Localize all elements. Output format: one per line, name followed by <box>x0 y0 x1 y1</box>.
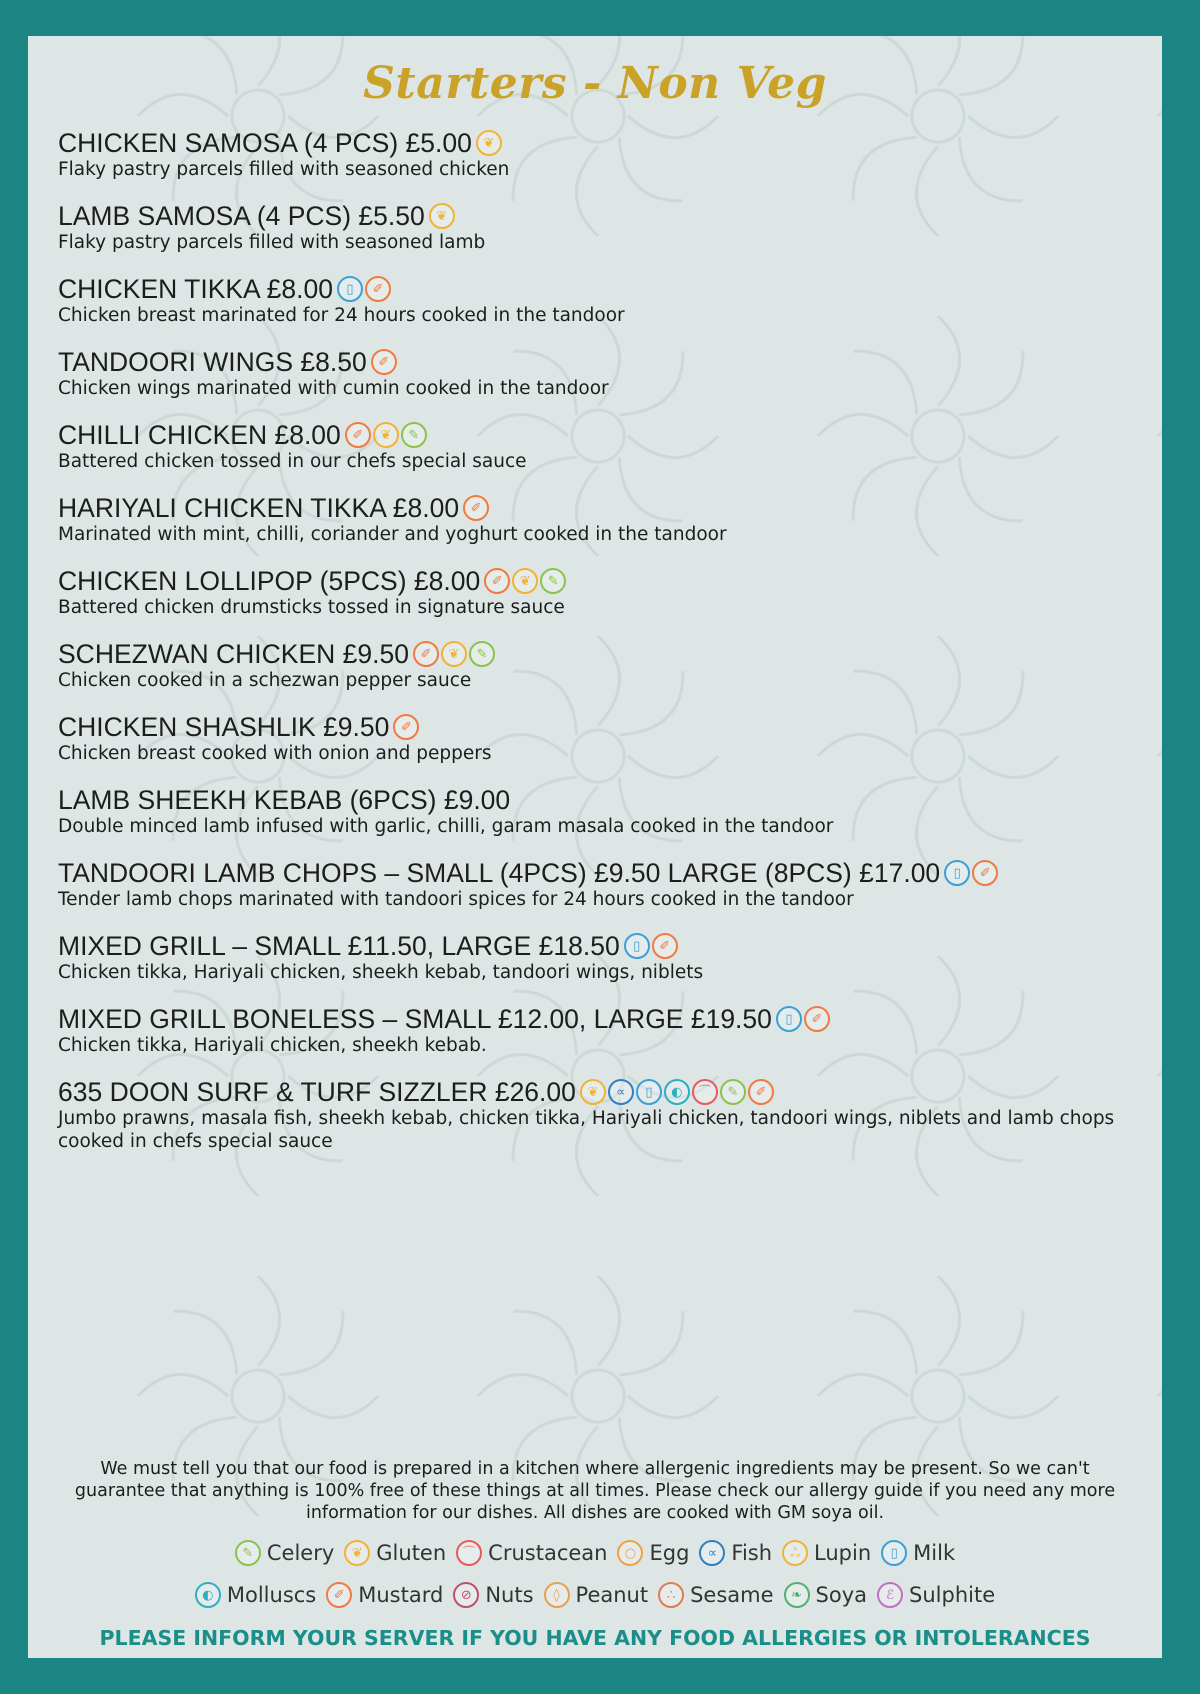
menu-item-allergen-icons <box>413 641 497 667</box>
menu-item-description: Chicken cooked in a schezwan pepper sauce <box>58 670 472 691</box>
crustacean-icon: ⌒ <box>692 1079 718 1105</box>
menu-item-allergen-icons <box>484 568 568 594</box>
legend-item-sesame <box>658 1582 773 1608</box>
peanut-icon: ◊ <box>544 1582 570 1608</box>
lupin-icon: ஃ <box>782 1540 808 1566</box>
menu-item-name: TANDOORI WINGS £8.50 <box>58 347 367 377</box>
mustard-icon: ✐ <box>371 349 397 375</box>
legend-label: Nuts <box>485 1583 534 1607</box>
menu-item-name: CHICKEN SAMOSA (4 PCS) £5.00 <box>58 128 472 158</box>
legend-item-gluten <box>344 1540 446 1566</box>
sesame-icon: ∴ <box>658 1582 684 1608</box>
mustard-icon: ✐ <box>326 1582 352 1608</box>
mustard-icon: ✐ <box>463 495 489 521</box>
mustard-icon: ✐ <box>972 860 998 886</box>
fish-icon: ∝ <box>699 1540 725 1566</box>
gluten-icon: ❦ <box>429 203 455 229</box>
legend-item-peanut <box>544 1582 649 1608</box>
legend-label: Molluscs <box>226 1583 317 1607</box>
legend-label: Mustard <box>358 1583 444 1607</box>
menu-item-name: 635 DOON SURF & TURF SIZZLER £26.00 <box>58 1077 576 1107</box>
menu-item <box>58 858 1138 911</box>
molluscs-icon: ◐ <box>195 1582 221 1608</box>
menu-item-description: Battered chicken tossed in our chefs special sauce <box>58 451 527 472</box>
menu-item <box>58 639 1138 692</box>
menu-item <box>58 1004 1138 1057</box>
menu-item-name: CHICKEN SHASHLIK £9.50 <box>58 712 390 742</box>
legend-item-fish <box>699 1540 772 1566</box>
legend-item-lupin <box>782 1540 871 1566</box>
milk-icon: ▯ <box>776 1006 802 1032</box>
milk-icon: ▯ <box>636 1079 662 1105</box>
menu-item <box>58 493 1138 546</box>
celery-icon: ✎ <box>469 641 495 667</box>
menu-item-header <box>58 931 1138 961</box>
legend-item-milk <box>881 1540 955 1566</box>
menu-item-description: Jumbo prawns, masala fish, sheekh kebab, chicken tikka, Hariyali chicken, tandoori wings, niblets and lamb chops cooked in chefs special sauce <box>58 1108 1115 1152</box>
menu-item <box>58 566 1138 619</box>
menu-item-header <box>58 274 1138 304</box>
menu-item-allergen-icons <box>345 422 429 448</box>
celery-icon: ✎ <box>720 1079 746 1105</box>
legend-item-nuts <box>453 1582 533 1608</box>
menu-item-header <box>58 128 1138 158</box>
menu-item-description: Chicken wings marinated with cumin cooked in the tandoor <box>58 378 609 399</box>
legend-item-soya <box>784 1582 867 1608</box>
gluten-icon: ❦ <box>344 1540 370 1566</box>
menu-item-allergen-icons <box>337 276 393 302</box>
menu-item-header <box>58 785 1138 815</box>
mustard-icon: ✐ <box>345 422 371 448</box>
legend-label: Sulphite <box>909 1583 996 1607</box>
menu-item-description: Flaky pastry parcels filled with seasoned chicken <box>58 159 510 180</box>
gluten-icon: ❦ <box>580 1079 606 1105</box>
menu-item-name: CHICKEN LOLLIPOP (5PCS) £8.00 <box>58 566 481 596</box>
page-title: Starters - Non Veg <box>363 58 827 109</box>
legend-label: Gluten <box>376 1541 447 1565</box>
menu-item-description: Chicken breast cooked with onion and peppers <box>58 743 492 764</box>
menu-item-allergen-icons <box>944 860 1000 886</box>
menu-item-name: SCHEZWAN CHICKEN £9.50 <box>58 639 409 669</box>
menu-item-allergen-icons <box>624 933 680 959</box>
mustard-icon: ✐ <box>748 1079 774 1105</box>
milk-icon: ▯ <box>624 933 650 959</box>
menu-item <box>58 347 1138 400</box>
legend-label: Milk <box>913 1541 956 1565</box>
legend-label: Crustacean <box>488 1541 608 1565</box>
menu-item-description: Tender lamb chops marinated with tandoori spices for 24 hours cooked in the tandoor <box>58 889 854 910</box>
legend-label: Sesame <box>690 1583 774 1607</box>
fish-icon: ∝ <box>608 1079 634 1105</box>
mustard-icon: ✐ <box>393 714 419 740</box>
gluten-icon: ❦ <box>373 422 399 448</box>
sulphite-icon: ℰ <box>877 1582 903 1608</box>
egg-icon: ○ <box>617 1540 643 1566</box>
menu-item <box>58 274 1138 327</box>
menu-item-allergen-icons <box>393 714 421 740</box>
legend-item-molluscs <box>195 1582 316 1608</box>
menu-item-name: TANDOORI LAMB CHOPS – SMALL (4PCS) £9.50 LARGE (8PCS) £17.00 <box>58 858 941 888</box>
menu-panel <box>28 36 1162 1658</box>
menu-item-allergen-icons <box>463 495 491 521</box>
menu-item-name: CHILLI CHICKEN £8.00 <box>58 420 341 450</box>
legend-label: Soya <box>815 1583 868 1607</box>
allergen-legend-row-2 <box>28 1582 1162 1608</box>
menu-item-name: CHICKEN TIKKA £8.00 <box>58 274 333 304</box>
mustard-icon: ✐ <box>804 1006 830 1032</box>
molluscs-icon: ◐ <box>664 1079 690 1105</box>
menu-item-name: MIXED GRILL – SMALL £11.50, LARGE £18.50 <box>58 931 620 961</box>
menu-item-name: LAMB SHEEKH KEBAB (6PCS) £9.00 <box>58 785 511 815</box>
gluten-icon: ❦ <box>512 568 538 594</box>
menu-item-header <box>58 493 1138 523</box>
menu-item-description: Double minced lamb infused with garlic, chilli, garam masala cooked in the tandoor <box>58 816 834 837</box>
menu-item-header <box>58 420 1138 450</box>
menu-item-header <box>58 347 1138 377</box>
legend-label: Fish <box>731 1541 773 1565</box>
mustard-icon: ✐ <box>484 568 510 594</box>
mustard-icon: ✐ <box>652 933 678 959</box>
legend-label: Celery <box>266 1541 335 1565</box>
menu-items-list <box>58 128 1138 1173</box>
allergen-disclaimer: We must tell you that our food is prepared in a kitchen where allergenic ingredients may be present. So we can't guarantee that anything is 100% free of these things at all times. Please check our allergy guide if you need any more information for our dishes. All dishes are cooked with GM soya oil. <box>74 1459 1116 1523</box>
legend-label: Peanut <box>575 1583 649 1607</box>
allergen-legend-row-1 <box>28 1540 1162 1566</box>
menu-item <box>58 201 1138 254</box>
menu-item-header <box>58 566 1138 596</box>
legend-item-mustard <box>326 1582 443 1608</box>
menu-item-header <box>58 1077 1138 1107</box>
nuts-icon: ⊘ <box>453 1582 479 1608</box>
menu-item-header <box>58 639 1138 669</box>
crustacean-icon: ⌒ <box>456 1540 482 1566</box>
legend-label: Lupin <box>814 1541 872 1565</box>
milk-icon: ▯ <box>337 276 363 302</box>
legend-item-egg <box>617 1540 689 1566</box>
menu-item <box>58 420 1138 473</box>
legend-item-celery <box>235 1540 334 1566</box>
menu-item-name: LAMB SAMOSA (4 PCS) £5.50 <box>58 201 425 231</box>
menu-item-allergen-icons <box>580 1079 776 1105</box>
soya-icon: ❧ <box>784 1582 810 1608</box>
celery-icon: ✎ <box>235 1540 261 1566</box>
menu-item <box>58 1077 1138 1153</box>
menu-item-description: Marinated with mint, chilli, coriander and yoghurt cooked in the tandoor <box>58 524 727 545</box>
menu-item <box>58 712 1138 765</box>
menu-item-header <box>58 858 1138 888</box>
menu-item-allergen-icons <box>476 130 504 156</box>
milk-icon: ▯ <box>944 860 970 886</box>
menu-item-allergen-icons <box>371 349 399 375</box>
menu-item-header <box>58 201 1138 231</box>
menu-item <box>58 931 1138 984</box>
gluten-icon: ❦ <box>476 130 502 156</box>
menu-item-description: Chicken breast marinated for 24 hours cooked in the tandoor <box>58 305 625 326</box>
allergy-notice: PLEASE INFORM YOUR SERVER IF YOU HAVE ANY FOOD ALLERGIES OR INTOLERANCES <box>99 1626 1091 1650</box>
menu-item-allergen-icons <box>429 203 457 229</box>
menu-item-description: Chicken tikka, Hariyali chicken, sheekh kebab, tandoori wings, niblets <box>58 962 704 983</box>
celery-icon: ✎ <box>401 422 427 448</box>
mustard-icon: ✐ <box>365 276 391 302</box>
menu-item-header <box>58 712 1138 742</box>
gluten-icon: ❦ <box>441 641 467 667</box>
menu-item-description: Flaky pastry parcels filled with seasoned lamb <box>58 232 486 253</box>
celery-icon: ✎ <box>540 568 566 594</box>
legend-item-crustacean <box>456 1540 607 1566</box>
menu-item-name: MIXED GRILL BONELESS – SMALL £12.00, LARGE £19.50 <box>58 1004 772 1034</box>
menu-item-name: HARIYALI CHICKEN TIKKA £8.00 <box>58 493 460 523</box>
milk-icon: ▯ <box>881 1540 907 1566</box>
menu-item <box>58 785 1138 838</box>
legend-label: Egg <box>649 1541 690 1565</box>
menu-item <box>58 128 1138 181</box>
menu-item-header <box>58 1004 1138 1034</box>
menu-item-allergen-icons <box>776 1006 832 1032</box>
mustard-icon: ✐ <box>413 641 439 667</box>
menu-item-description: Battered chicken drumsticks tossed in signature sauce <box>58 597 565 618</box>
legend-item-sulphite <box>877 1582 995 1608</box>
menu-item-description: Chicken tikka, Hariyali chicken, sheekh kebab. <box>58 1035 487 1056</box>
